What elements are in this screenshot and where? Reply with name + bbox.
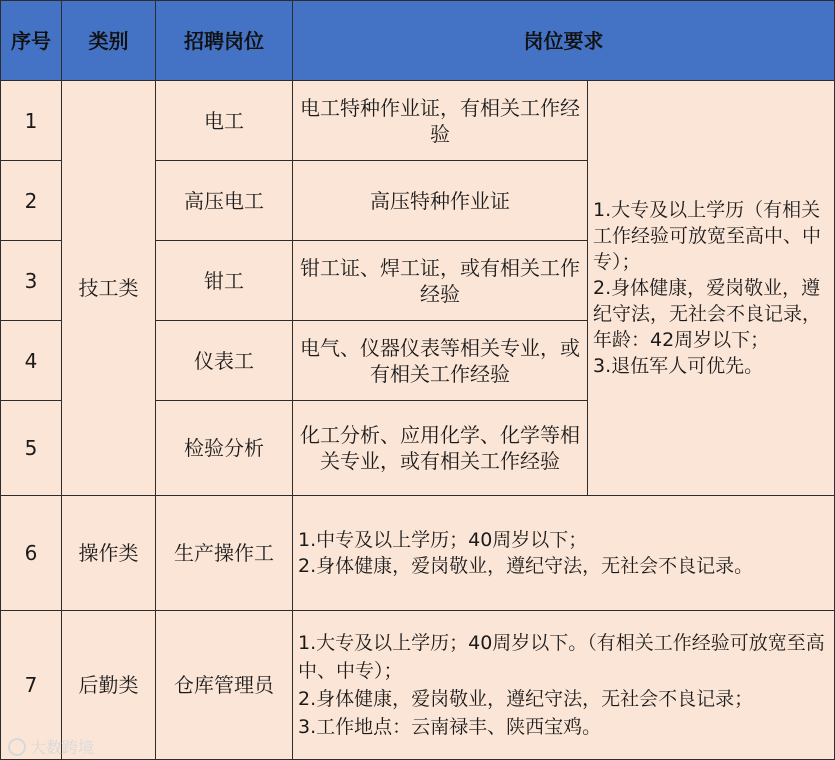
row-7-requirement	[292, 610, 835, 760]
position-label: 生产操作工	[174, 541, 274, 565]
row-6-position	[155, 495, 293, 611]
header-requirements	[292, 0, 835, 81]
seq-label: 2	[24, 188, 38, 213]
category-label: 后勤类	[78, 673, 139, 697]
requirement-text: 电气、仪器仪表等相关专业，或有相关工作经验	[300, 335, 580, 386]
row-2-seq	[0, 160, 62, 241]
row-2-position	[155, 160, 293, 241]
row-3-requirement	[292, 240, 588, 321]
row-4-requirement	[292, 320, 588, 401]
watermark	[8, 735, 94, 758]
row-5-seq	[0, 400, 62, 496]
requirement-line: 1.大专及以上学历；40周岁以下。（有相关工作经验可放宽至高中、中专）；	[298, 632, 825, 682]
requirement-text: 电工特种作业证，有相关工作经验	[300, 95, 580, 146]
requirement-line: 2.身体健康，爱岗敬业，遵纪守法，无社会不良记录，年龄：42周岁以下；	[593, 277, 822, 351]
header-requirements-label: 岗位要求	[523, 28, 604, 53]
row-4-position	[155, 320, 293, 401]
seq-label: 1	[24, 108, 38, 133]
position-label: 高压电工	[184, 188, 264, 213]
row-2-requirement	[292, 160, 588, 241]
header-seq	[0, 0, 62, 81]
row-3-seq	[0, 240, 62, 321]
row-4-seq	[0, 320, 62, 401]
seq-label: 3	[24, 268, 38, 293]
row-1-position	[155, 80, 293, 161]
category-label: 操作类	[78, 541, 139, 565]
position-label: 仓库管理员	[174, 673, 274, 697]
row-1-requirement	[292, 80, 588, 161]
requirement-line: 2.身体健康，爱岗敬业，遵纪守法，无社会不良记录。	[298, 555, 754, 577]
position-label: 电工	[204, 108, 244, 133]
row-5-position	[155, 400, 293, 496]
row-6-category	[61, 495, 156, 611]
seq-label: 5	[24, 436, 38, 460]
category-skilled	[61, 80, 156, 496]
header-category-label: 类别	[88, 28, 129, 53]
requirement-text: 高压特种作业证	[370, 188, 510, 213]
header-seq-label: 序号	[11, 28, 51, 53]
position-label: 仪表工	[194, 348, 254, 373]
row-3-position	[155, 240, 293, 321]
seq-label: 4	[24, 348, 38, 373]
seq-label: 7	[24, 673, 38, 697]
requirement-line: 3.工作地点：云南禄丰、陕西宝鸡。	[298, 716, 602, 738]
row-1-seq	[0, 80, 62, 161]
category-label: 技工类	[78, 276, 139, 300]
position-label: 钳工	[204, 268, 244, 293]
requirement-line: 3.退伍军人可优先。	[593, 355, 764, 377]
watermark-text: 大数跨境	[30, 738, 95, 757]
requirement-text: 化工分析、应用化学、化学等相关专业，或有相关工作经验	[300, 423, 580, 473]
header-position	[155, 0, 293, 81]
row-7-position	[155, 610, 293, 760]
row-5-requirement	[292, 400, 588, 496]
requirement-text: 钳工证、焊工证，或有相关工作经验	[300, 255, 580, 306]
header-category	[61, 0, 156, 81]
requirement-line: 2.身体健康，爱岗敬业，遵纪守法，无社会不良记录；	[298, 688, 754, 710]
header-position-label: 招聘岗位	[184, 28, 264, 53]
requirement-line: 1.中专及以上学历；40周岁以下；	[298, 529, 588, 551]
position-label: 检验分析	[184, 436, 264, 460]
seq-label: 6	[24, 541, 38, 565]
watermark-logo-icon	[8, 738, 26, 756]
requirement-line: 1.大专及以上学历（有相关工作经验可放宽至高中、中专）；	[593, 199, 822, 273]
row-6-requirement	[292, 495, 835, 611]
row-6-seq	[0, 495, 62, 611]
skilled-common-requirement	[587, 80, 835, 496]
